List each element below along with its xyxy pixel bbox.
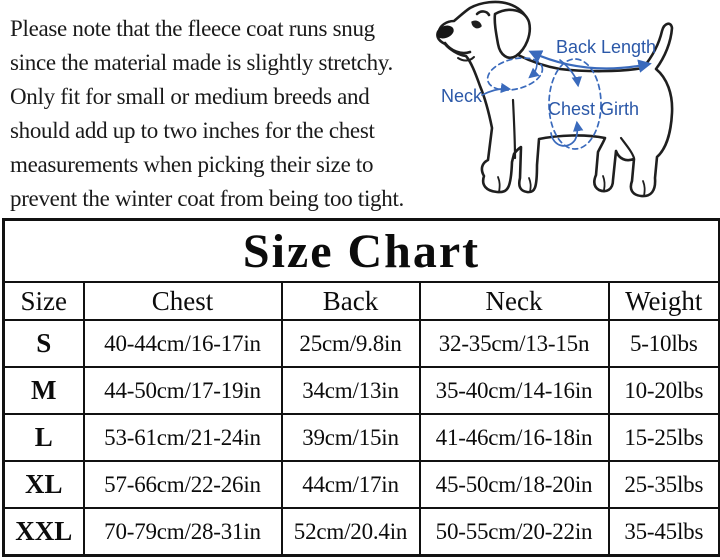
chest-cell: 40-44cm/16-17in <box>84 320 282 367</box>
fit-note-line: measurements when picking their size to <box>10 152 374 177</box>
column-header-chest: Chest <box>84 282 282 320</box>
column-header-back: Back <box>282 282 420 320</box>
dog-ear <box>495 10 530 58</box>
neck-cell: 32-35cm/13-15n <box>420 320 609 367</box>
column-header-neck: Neck <box>420 282 609 320</box>
size-cell: M <box>4 367 84 414</box>
size-chart-title-row <box>4 220 720 283</box>
table-row-l <box>4 414 720 461</box>
neck-cell: 35-40cm/14-16in <box>420 367 609 414</box>
back-cell: 39cm/15in <box>282 414 420 461</box>
table-row-xl <box>4 461 720 508</box>
table-row-xxl <box>4 508 720 556</box>
weight-cell: 10-20lbs <box>609 367 720 414</box>
fit-note-line: should add up to two inches for the chest <box>10 118 375 143</box>
weight-cell: 5-10lbs <box>609 320 720 367</box>
fit-note-line: since the material made is slightly stretchy. <box>10 50 393 75</box>
weight-cell: 35-45lbs <box>609 508 720 556</box>
size-chart-header-row <box>4 282 720 320</box>
table-row-s <box>4 320 720 367</box>
dog-measurement-diagram <box>425 0 720 216</box>
size-cell: XL <box>4 461 84 508</box>
fit-note-line: prevent the winter coat from being too tight. <box>10 186 404 211</box>
chest-cell: 70-79cm/28-31in <box>84 508 282 556</box>
back-length-label: Back Length <box>556 37 657 57</box>
chest-cell: 57-66cm/22-26in <box>84 461 282 508</box>
back-cell: 52cm/20.4in <box>282 508 420 556</box>
back-cell: 44cm/17in <box>282 461 420 508</box>
neck-cell: 45-50cm/18-20in <box>420 461 609 508</box>
column-header-weight: Weight <box>609 282 720 320</box>
neck-label: Neck <box>441 86 483 106</box>
fit-note-line: Only fit for small or medium breeds and <box>10 84 370 109</box>
size-chart-table <box>2 218 720 557</box>
weight-cell: 15-25lbs <box>609 414 720 461</box>
chest-cell: 44-50cm/17-19in <box>84 367 282 414</box>
size-chart-title: Size Chart <box>4 220 720 283</box>
fit-note-line: Please note that the fleece coat runs snug <box>10 16 375 41</box>
chest-girth-label: Chest Girth <box>548 99 640 119</box>
weight-cell: 25-35lbs <box>609 461 720 508</box>
size-cell: XXL <box>4 508 84 556</box>
column-header-size: Size <box>4 282 84 320</box>
table-row-m <box>4 367 720 414</box>
size-cell: S <box>4 320 84 367</box>
fit-note <box>10 12 404 216</box>
back-cell: 25cm/9.8in <box>282 320 420 367</box>
size-cell: L <box>4 414 84 461</box>
chest-cell: 53-61cm/21-24in <box>84 414 282 461</box>
neck-cell: 50-55cm/20-22in <box>420 508 609 556</box>
back-cell: 34cm/13in <box>282 367 420 414</box>
neck-cell: 41-46cm/16-18in <box>420 414 609 461</box>
